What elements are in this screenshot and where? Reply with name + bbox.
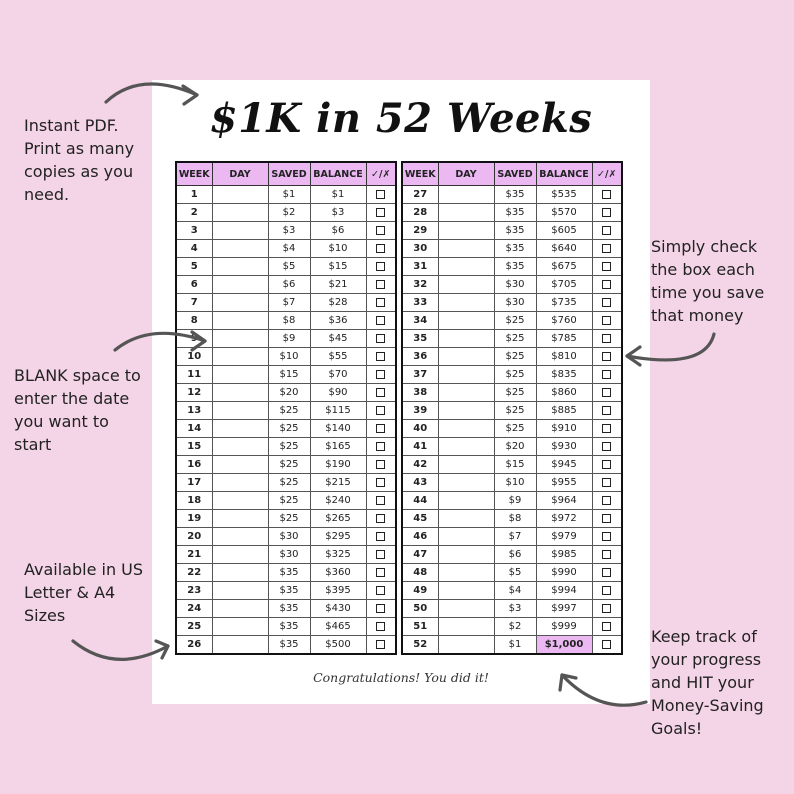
week-cell: 36 [402,348,438,366]
saved-cell: $25 [494,420,536,438]
saved-cell: $35 [494,204,536,222]
week-cell: 16 [176,456,212,474]
saved-cell: $25 [494,384,536,402]
balance-cell: $945 [536,456,592,474]
week-cell: 30 [402,240,438,258]
saved-cell: $25 [494,312,536,330]
header-saved: SAVED [268,162,310,186]
annotation-line: and HIT your [651,673,754,692]
balance-cell: $28 [310,294,366,312]
saved-cell: $30 [268,546,310,564]
week-cell: 19 [176,510,212,528]
header-saved: SAVED [494,162,536,186]
balance-cell: $760 [536,312,592,330]
annotation-line: Print as many [24,139,135,158]
header-day: DAY [438,162,494,186]
balance-cell: $3 [310,204,366,222]
header-day: DAY [212,162,268,186]
saved-cell: $7 [268,294,310,312]
saved-cell: $30 [494,294,536,312]
balance-cell: $430 [310,600,366,618]
balance-cell: $395 [310,582,366,600]
balance-cell: $735 [536,294,592,312]
week-cell: 5 [176,258,212,276]
balance-cell: $36 [310,312,366,330]
saved-cell: $5 [494,564,536,582]
week-cell: 26 [176,636,212,655]
balance-cell: $810 [536,348,592,366]
arrow-icon [73,641,168,659]
saved-cell: $25 [494,402,536,420]
week-cell: 38 [402,384,438,402]
header-check: ✓/✗ [592,162,622,186]
week-cell: 6 [176,276,212,294]
week-cell: 39 [402,402,438,420]
saved-cell: $35 [268,564,310,582]
saved-cell: $25 [494,330,536,348]
arrow-icon [562,675,646,705]
week-cell: 29 [402,222,438,240]
saved-cell: $1 [268,186,310,204]
saved-cell: $15 [494,456,536,474]
annotation-line: that money [651,306,744,325]
week-cell: 1 [176,186,212,204]
saved-cell: $7 [494,528,536,546]
week-cell: 15 [176,438,212,456]
saved-cell: $25 [268,492,310,510]
annotation-line: time you save [651,283,765,302]
annotation-line: copies as you [24,162,134,181]
balance-cell: $10 [310,240,366,258]
week-cell: 3 [176,222,212,240]
header-week: WEEK [402,162,438,186]
saved-cell: $6 [268,276,310,294]
balance-cell: $605 [536,222,592,240]
balance-cell: $910 [536,420,592,438]
saved-cell: $1 [494,636,536,655]
balance-cell: $640 [536,240,592,258]
week-cell: 2 [176,204,212,222]
balance-cell: $90 [310,384,366,402]
balance-cell: $535 [536,186,592,204]
saved-cell: $30 [268,528,310,546]
balance-cell: $885 [536,402,592,420]
week-cell: 44 [402,492,438,510]
header-balance: BALANCE [310,162,366,186]
week-cell: 13 [176,402,212,420]
week-cell: 20 [176,528,212,546]
week-cell: 9 [176,330,212,348]
sheet-title: $1K in 52 Weeks [209,95,593,142]
week-cell: 43 [402,474,438,492]
week-cell: 21 [176,546,212,564]
balance-cell: $785 [536,330,592,348]
saved-cell: $20 [268,384,310,402]
balance-cell: $15 [310,258,366,276]
saved-cell: $3 [494,600,536,618]
week-cell: 51 [402,618,438,636]
week-cell: 35 [402,330,438,348]
saved-cell: $2 [268,204,310,222]
annotation-line: you want to [14,412,109,431]
header-week: WEEK [176,162,212,186]
balance-cell: $21 [310,276,366,294]
week-cell: 22 [176,564,212,582]
balance-cell: $265 [310,510,366,528]
annotation-line: Goals! [651,719,703,738]
arrow-icon [183,86,197,104]
balance-cell: $360 [310,564,366,582]
balance-cell: $115 [310,402,366,420]
congratulations-footer: Congratulations! You did it! [313,670,489,685]
annotation-line: enter the date [14,389,130,408]
annotation-line: BLANK space to [14,366,141,385]
week-cell: 17 [176,474,212,492]
balance-cell: $990 [536,564,592,582]
saved-cell: $25 [494,366,536,384]
week-cell: 33 [402,294,438,312]
balance-cell: $325 [310,546,366,564]
balance-cell: $165 [310,438,366,456]
week-cell: 27 [402,186,438,204]
saved-cell: $35 [268,636,310,655]
week-cell: 32 [402,276,438,294]
saved-cell: $8 [494,510,536,528]
saved-cell: $4 [268,240,310,258]
balance-cell: $675 [536,258,592,276]
balance-cell: $964 [536,492,592,510]
week-cell: 14 [176,420,212,438]
saved-cell: $30 [494,276,536,294]
balance-cell: $465 [310,618,366,636]
annotation-line: Letter & A4 [24,583,116,602]
annotation-line: Instant PDF. [24,116,119,135]
week-cell: 4 [176,240,212,258]
saved-cell: $9 [494,492,536,510]
saved-cell: $4 [494,582,536,600]
week-cell: 18 [176,492,212,510]
saved-cell: $25 [268,420,310,438]
balance-cell: $500 [310,636,366,655]
balance-cell: $997 [536,600,592,618]
week-cell: 49 [402,582,438,600]
balance-cell: $860 [536,384,592,402]
saved-cell: $35 [268,618,310,636]
annotation-line: your progress [651,650,762,669]
annotation-line: Money-Saving [651,696,764,715]
saved-cell: $9 [268,330,310,348]
week-cell: 47 [402,546,438,564]
saved-cell: $35 [494,186,536,204]
week-cell: 10 [176,348,212,366]
balance-cell: $70 [310,366,366,384]
balance-cell: $570 [536,204,592,222]
balance-cell: $705 [536,276,592,294]
balance-cell: $140 [310,420,366,438]
week-cell: 46 [402,528,438,546]
saved-cell: $3 [268,222,310,240]
balance-cell: $999 [536,618,592,636]
saved-cell: $8 [268,312,310,330]
saved-cell: $2 [494,618,536,636]
annotation-line: the box each [651,260,755,279]
week-cell: 48 [402,564,438,582]
week-cell: 34 [402,312,438,330]
week-cell: 23 [176,582,212,600]
annotation-line: Keep track of [651,627,757,646]
balance-cell: $979 [536,528,592,546]
week-cell: 24 [176,600,212,618]
week-cell: 31 [402,258,438,276]
saved-cell: $25 [268,474,310,492]
balance-cell: $930 [536,438,592,456]
final-balance-cell: $1,000 [536,636,592,655]
week-cell: 12 [176,384,212,402]
saved-cell: $10 [268,348,310,366]
balance-cell: $190 [310,456,366,474]
week-cell: 40 [402,420,438,438]
week-cell: 28 [402,204,438,222]
balance-cell: $1 [310,186,366,204]
saved-cell: $35 [494,222,536,240]
arrow-icon [192,332,205,350]
saved-cell: $25 [268,456,310,474]
annotation-line: start [14,435,52,454]
saved-cell: $15 [268,366,310,384]
week-cell: 37 [402,366,438,384]
saved-cell: $35 [494,240,536,258]
week-cell: 41 [402,438,438,456]
saved-cell: $20 [494,438,536,456]
balance-cell: $835 [536,366,592,384]
saved-cell: $10 [494,474,536,492]
balance-cell: $972 [536,510,592,528]
annotation-line: Available in US [24,560,144,579]
saved-cell: $35 [494,258,536,276]
week-cell: 42 [402,456,438,474]
balance-cell: $295 [310,528,366,546]
balance-cell: $55 [310,348,366,366]
week-cell: 45 [402,510,438,528]
saved-cell: $25 [268,510,310,528]
week-cell: 11 [176,366,212,384]
saved-cell: $25 [268,402,310,420]
saved-cell: $5 [268,258,310,276]
balance-cell: $215 [310,474,366,492]
arrow-icon [115,333,205,350]
annotation-line: need. [24,185,70,204]
saved-cell: $25 [494,348,536,366]
balance-cell: $985 [536,546,592,564]
week-cell: 7 [176,294,212,312]
saved-cell: $6 [494,546,536,564]
week-cell: 8 [176,312,212,330]
balance-cell: $994 [536,582,592,600]
balance-cell: $240 [310,492,366,510]
week-cell: 25 [176,618,212,636]
balance-cell: $6 [310,222,366,240]
header-balance: BALANCE [536,162,592,186]
saved-cell: $35 [268,582,310,600]
balance-cell: $45 [310,330,366,348]
week-cell: 52 [402,636,438,655]
balance-cell: $955 [536,474,592,492]
annotation-line: Simply check [651,237,758,256]
header-check: ✓/✗ [366,162,396,186]
week-cell: 50 [402,600,438,618]
annotation-line: Sizes [24,606,66,625]
saved-cell: $35 [268,600,310,618]
saved-cell: $25 [268,438,310,456]
